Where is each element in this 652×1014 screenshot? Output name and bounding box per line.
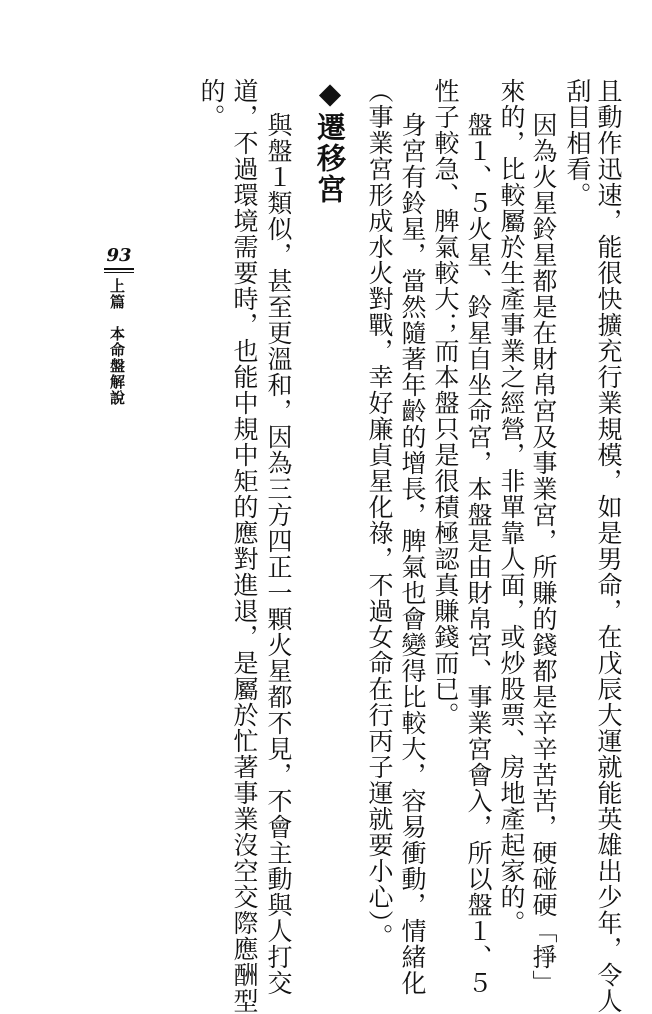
folio-rule-thin	[104, 272, 134, 273]
text-column-10: 道，不過環境需要時，也能中規中矩的應對進退，是屬於忙著事業沒空交際應酬型	[230, 78, 259, 1014]
text-column-8: （事業宮形成水火對戰，幸好廉貞星化祿，不過女命在行丙子運就要小心）。	[365, 78, 394, 950]
text-column-2: 刮目相看。	[563, 78, 592, 208]
running-head: 上篇 本命盤解說	[108, 278, 126, 406]
text-column-6: 性子較急、脾氣較大；而本盤只是很積極認真賺錢而已。	[431, 78, 460, 728]
text-column-7: 身宮有鈴星，當然隨著年齡的增長，脾氣也會變得比較大，容易衝動，情緒化	[398, 112, 427, 996]
text-column-9: 與盤１類似，甚至更溫和，因為三方四正一顆火星都不見，不會主動與人打交	[264, 112, 293, 996]
text-column-4: 來的，比較屬於生產事業之經營，非單靠人面，或炒股票、房地產起家的。	[497, 78, 526, 936]
text-column-5: 盤１、５火星、鈴星自坐命宮，本盤是由財帛宮、事業宮會入，所以盤１、５	[464, 112, 493, 996]
text-column-3: 因為火星鈴星都是在財帛宮及事業宮，所賺的錢都是辛辛苦苦，硬碰硬「掙」	[529, 112, 558, 996]
text-column-1: 且動作迅速，能很快擴充行業規模，如是男命，在戊辰大運就能英雄出少年，令人	[594, 78, 623, 1014]
section-heading: ◆遷移宮	[313, 76, 347, 205]
folio-rule	[104, 268, 134, 270]
text-column-11: 的。	[197, 78, 226, 130]
page-number: 93	[106, 245, 132, 266]
